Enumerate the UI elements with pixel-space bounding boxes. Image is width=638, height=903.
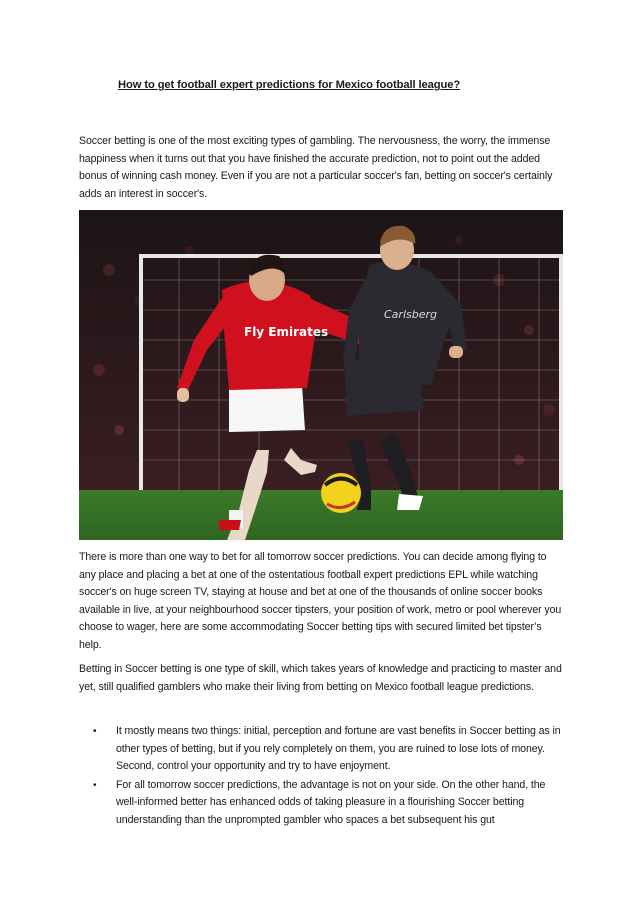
paragraph-3: Betting in Soccer betting is one type of skill, which takes years of knowledge and practicing to master and yet, still qualified gamblers who make their living from betting on Mexico football league predictions. xyxy=(79,663,562,693)
paragraph-2: There is more than one way to bet for all tomorrow soccer predictions. You can decide among flying to any place and placing a bet at one of the ostentatious football expert predictions EPL while watching soccer's on huge screen TV, staying at house and bet at one of the thousands of online soccer books available in live, at your neighbourhood soccer tipsters, your position of work, metro or pool wherever you choose to wager, here are some accommodating Soccer betting tips with secured limited bet tipster’s help. xyxy=(79,551,562,651)
bullet-text: For all tomorrow soccer predictions, the advantage is not on your side. On the other hand, the well-informed better has enhanced odds of taking pleasure in a flourishing Soccer betting understanding than the unprompted gambler who spaces a bet subsequent his gut xyxy=(116,778,546,826)
document-title: How to get football expert predictions for Mexico football league? xyxy=(118,79,461,91)
intro-paragraph: Soccer betting is one of the most exciting types of gambling. The nervousness, the worry, the immense happiness when it turns out that you have finished the accurate prediction, not to point out the added bonus of winning cash money. Even if you are not a particular soccer's fan, betting on soccer's certainly adds an interest in soccer's. xyxy=(79,135,553,200)
bullet-list xyxy=(79,723,565,831)
football xyxy=(321,473,361,513)
list-item xyxy=(79,777,565,830)
sponsor-right: Carlsberg xyxy=(384,308,437,321)
pitch xyxy=(79,490,563,540)
bullet-text: It mostly means two things: initial, perception and fortune are vast benefits in Soccer betting as in other types of betting, but if you rely completely on them, you are ruined to lose lots of money. Second, control your opportunity and try to have enjoyment. xyxy=(116,725,561,773)
football-photo xyxy=(79,210,563,540)
sponsor-left: Fly Emirates xyxy=(244,325,329,339)
bullet-icon: • xyxy=(93,726,97,737)
crowd-background xyxy=(79,210,563,495)
list-item xyxy=(79,723,565,776)
bullet-icon: • xyxy=(93,779,97,791)
